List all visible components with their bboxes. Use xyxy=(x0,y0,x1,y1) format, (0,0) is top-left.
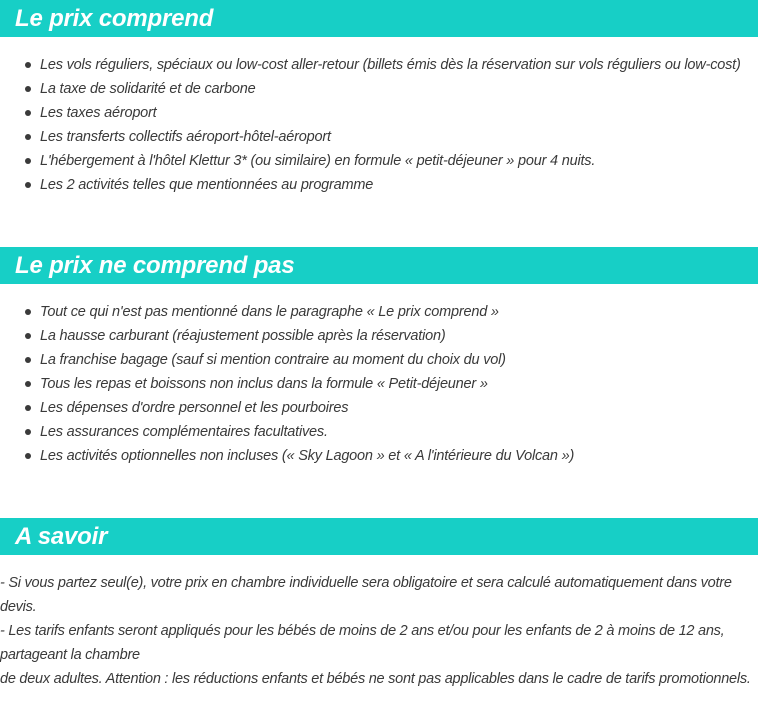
list-item xyxy=(0,300,758,324)
list-item-text: La taxe de solidarité et de carbone xyxy=(40,81,256,97)
list-item-text: Les taxes aéroport xyxy=(40,105,157,121)
paragraph-line: devis. xyxy=(0,599,37,615)
list-item-text: La franchise bagage (sauf si mention contraire au moment du choix du vol) xyxy=(40,352,506,368)
bullet-icon xyxy=(25,158,31,164)
paragraph-line: - Les tarifs enfants seront appliqués pour les bébés de moins de 2 ans et/ou pour les enfants de 2 à moins de 12 ans, xyxy=(0,623,725,639)
list-item xyxy=(0,149,758,173)
list-item xyxy=(0,125,758,149)
list-item xyxy=(0,444,758,468)
list-item xyxy=(0,396,758,420)
list-item xyxy=(0,101,758,125)
bullet-icon xyxy=(25,357,31,363)
list-item-text: Les dépenses d'ordre personnel et les pourboires xyxy=(40,400,349,416)
list-item xyxy=(0,348,758,372)
bullet-icon xyxy=(25,381,31,387)
list-item-text: Les assurances complémentaires facultatives. xyxy=(40,424,328,440)
list-item xyxy=(0,53,758,77)
included-list xyxy=(0,53,758,197)
list-item xyxy=(0,372,758,396)
list-item-text: Les transferts collectifs aéroport-hôtel-aéroport xyxy=(40,129,331,145)
section-title-included: Le prix comprend xyxy=(0,0,758,37)
bullet-icon xyxy=(25,429,31,435)
paragraph-line: de deux adultes. Attention : les réductions enfants et bébés ne sont pas applicables dans le cadre de tarifs promotionnels. xyxy=(0,671,751,687)
bullet-icon xyxy=(25,110,31,116)
bullet-icon xyxy=(25,453,31,459)
bullet-icon xyxy=(25,86,31,92)
not-included-list xyxy=(0,300,758,468)
list-item xyxy=(0,77,758,101)
section-title-to-know: A savoir xyxy=(0,518,758,555)
list-item-text: Les vols réguliers, spéciaux ou low-cost aller-retour (billets émis dès la réservation sur vols réguliers ou low-cost) xyxy=(40,57,741,73)
list-item-text: Tout ce qui n'est pas mentionné dans le paragraphe « Le prix comprend » xyxy=(40,304,499,320)
section-title-not-included: Le prix ne comprend pas xyxy=(0,247,758,284)
bullet-icon xyxy=(25,405,31,411)
to-know-paragraph xyxy=(0,571,758,691)
list-item-text: Les activités optionnelles non incluses (« Sky Lagoon » et « A l'intérieure du Volcan ») xyxy=(40,448,575,464)
bullet-icon xyxy=(25,309,31,315)
paragraph-line: partageant la chambre xyxy=(0,647,140,663)
bullet-icon xyxy=(25,333,31,339)
list-item xyxy=(0,420,758,444)
list-item-text: L'hébergement à l'hôtel Klettur 3* (ou similaire) en formule « petit-déjeuner » pour 4 nuits. xyxy=(40,153,596,169)
bullet-icon xyxy=(25,62,31,68)
bullet-icon xyxy=(25,182,31,188)
list-item-text: Les 2 activités telles que mentionnées au programme xyxy=(40,177,374,193)
list-item-text: La hausse carburant (réajustement possible après la réservation) xyxy=(40,328,446,344)
list-item xyxy=(0,324,758,348)
list-item xyxy=(0,173,758,197)
list-item-text: Tous les repas et boissons non inclus dans la formule « Petit-déjeuner » xyxy=(40,376,488,392)
bullet-icon xyxy=(25,134,31,140)
paragraph-line: - Si vous partez seul(e), votre prix en chambre individuelle sera obligatoire et sera calculé automatiquement dans votre xyxy=(0,575,732,591)
